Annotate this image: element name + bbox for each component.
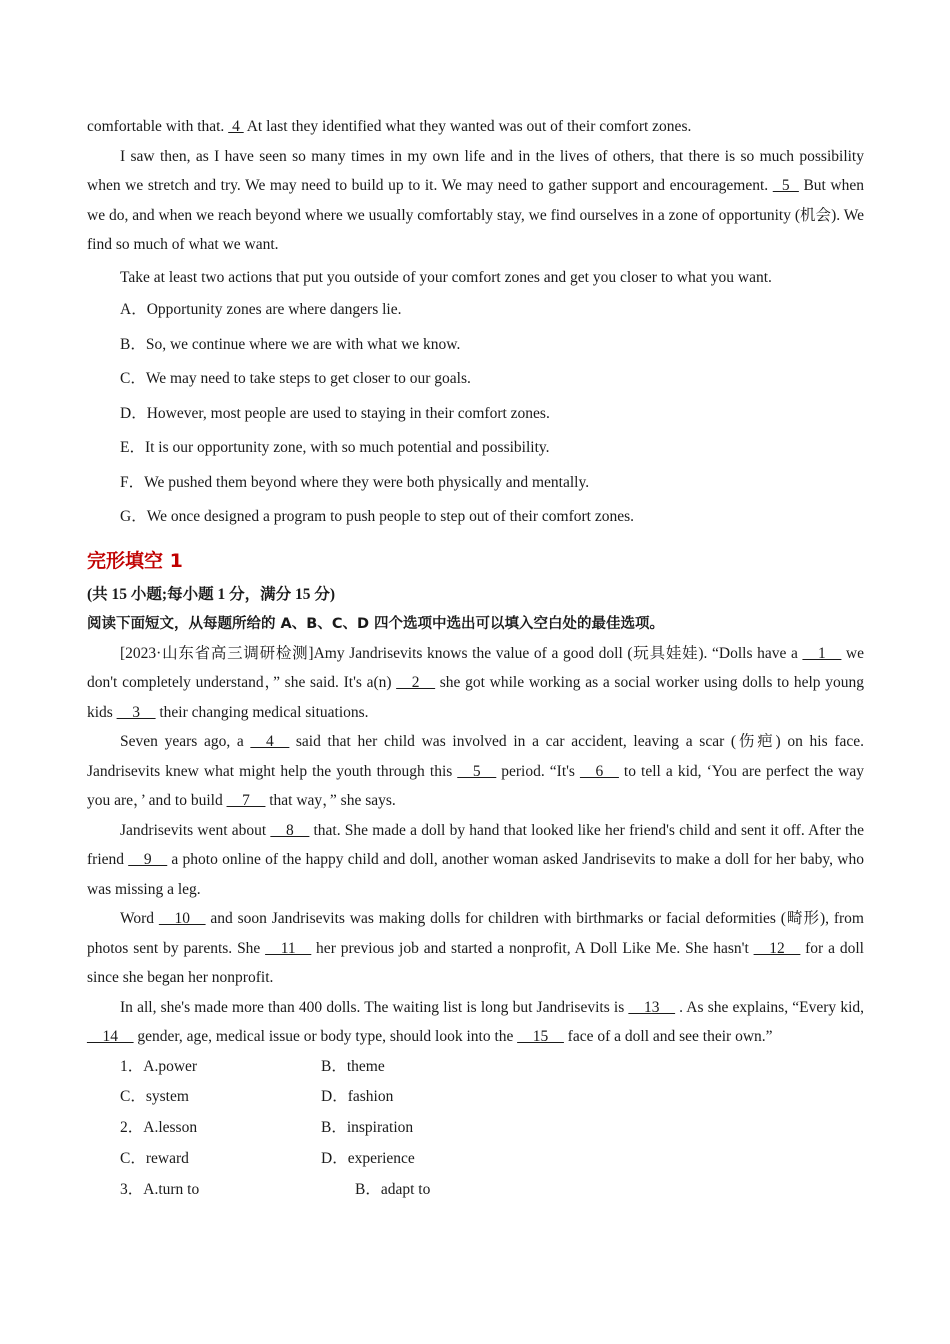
blank-12: __12__ xyxy=(753,939,801,957)
blank-2: __2__ xyxy=(396,674,436,691)
text: her previous job and started a nonprofit, A Doll Like Me. She hasn't xyxy=(311,939,754,957)
text: Word xyxy=(120,910,159,927)
paragraph xyxy=(87,639,864,728)
blank-7: __7__ xyxy=(226,792,266,809)
paragraph: Take at least two actions that put you outside of your comfort zones and get you closer to what you want. xyxy=(120,268,772,286)
text: a photo online of the happy child and doll, another woman asked Jandrisevits to make a doll for her baby, who was missing a leg. xyxy=(87,851,864,898)
text: But when we do, and when we reach beyond where we usually comfortably stay, we find ourselves in a zone of opportunity (机会). We find so much of what we want. xyxy=(87,177,864,253)
choice-row xyxy=(120,1175,864,1206)
blank-10: __10__ xyxy=(158,910,206,927)
choice-list xyxy=(87,1052,864,1206)
text: we don't completely understand，” she said. It's a(n) xyxy=(87,644,865,691)
option-f: F．We pushed them beyond where they were both physically and mentally. xyxy=(120,473,590,491)
paragraph xyxy=(87,727,864,816)
blank-3: __3__ xyxy=(116,703,156,721)
choice: D．fashion xyxy=(321,1088,394,1106)
choice: 2．A.lesson xyxy=(120,1119,198,1137)
choice-row xyxy=(120,1144,864,1175)
choice: 3．A.turn to xyxy=(120,1180,200,1198)
paragraph xyxy=(87,993,864,1052)
choice-row xyxy=(120,1113,864,1144)
text: their changing medical situations. xyxy=(155,703,369,721)
option-e: E．It is our opportunity zone, with so much potential and possibility. xyxy=(120,439,550,456)
blank-6: __6__ xyxy=(580,762,619,780)
paragraph xyxy=(87,142,864,260)
text: . As she explains, “Every kid, xyxy=(674,998,864,1016)
option-a: A．Opportunity zones are where dangers lie. xyxy=(120,301,402,318)
paragraph xyxy=(87,816,864,905)
option-g: G．We once designed a program to push people to step out of their comfort zones. xyxy=(120,508,634,525)
paragraph xyxy=(87,904,864,993)
text: that way，” she says. xyxy=(265,792,396,809)
blank-15: __15__ xyxy=(517,1028,564,1045)
blank-9: __9__ xyxy=(128,851,168,868)
document-page xyxy=(87,112,864,1205)
text: period. “It's xyxy=(496,762,581,780)
text: comfortable with that. xyxy=(87,118,229,135)
text: Seven years ago, a xyxy=(120,733,251,750)
blank-4: 4 xyxy=(228,118,244,135)
paragraph xyxy=(87,112,864,142)
text: face of a doll and see their own.” xyxy=(563,1028,773,1045)
blank-14: __14__ xyxy=(87,1028,134,1045)
option-d: D．However, most people are used to staying in their comfort zones. xyxy=(120,404,550,422)
text: to tell a kid, ‘You are perfect the way you are，’ and to build xyxy=(87,762,864,809)
text: and soon Jandrisevits was making dolls for children with birthmarks or facial deformities (畸形), from photos sent by parents. She xyxy=(87,910,864,957)
choice: B．theme xyxy=(321,1057,385,1075)
choice: B．inspiration xyxy=(321,1119,414,1137)
choice: B．adapt to xyxy=(355,1180,431,1198)
text: I saw then, as I have seen so many times in my own life and in the lives of others, that there is so much possibility when we stretch and try. We may need to build up to it. We may need to gather support and encouragement. xyxy=(87,147,864,194)
blank-5: __5__ xyxy=(457,762,497,780)
choice: C．reward xyxy=(120,1149,189,1167)
blank-8: __8__ xyxy=(270,821,310,839)
text: said that her child was involved in a car accident, leaving a scar (伤疤) on his face. Jandrisevits knew what might help the youth through this xyxy=(87,733,864,780)
text: for a doll since she began her nonprofit. xyxy=(87,939,864,986)
blank-5: 5 xyxy=(772,177,799,194)
choice: C．system xyxy=(120,1088,189,1106)
scoring-note: (共 15 小题;每小题 1 分，满分 15 分) xyxy=(87,585,335,603)
text: Jandrisevits went about xyxy=(120,821,271,839)
text: [2023·山东省高三调研检测]Amy Jandrisevits knows the value of a good doll (玩具娃娃). “Dolls have a xyxy=(120,644,803,662)
blank-11: __11__ xyxy=(265,939,312,957)
blank-13: __13__ xyxy=(628,998,675,1016)
choice-row xyxy=(120,1082,864,1113)
section-title: 完形填空 1 xyxy=(87,549,183,572)
instruction: 阅读下面短文，从每题所给的 A、B、C、D 四个选项中选出可以填入空白处的最佳选项。 xyxy=(87,615,665,632)
option-b: B．So, we continue where we are with what we know. xyxy=(120,335,461,353)
blank-4: __4__ xyxy=(250,733,290,750)
text: gender, age, medical issue or body type, should look into the xyxy=(133,1028,518,1045)
option-list xyxy=(87,296,864,538)
text: she got while working as a social worker using dolls to help young kids xyxy=(87,674,864,721)
option-c: C．We may need to take steps to get closer to our goals. xyxy=(120,370,471,387)
choice: D．experience xyxy=(321,1149,415,1167)
choice-row xyxy=(120,1052,864,1083)
choice: 1．A.power xyxy=(120,1057,198,1075)
text: At last they identified what they wanted was out of their comfort zones. xyxy=(243,118,692,135)
blank-1: __1__ xyxy=(802,644,842,662)
text: In all, she's made more than 400 dolls. The waiting list is long but Jandrisevits is xyxy=(120,998,629,1016)
text: that. She made a doll by hand that looked like her friend's child and sent it off. After the friend xyxy=(87,821,864,868)
